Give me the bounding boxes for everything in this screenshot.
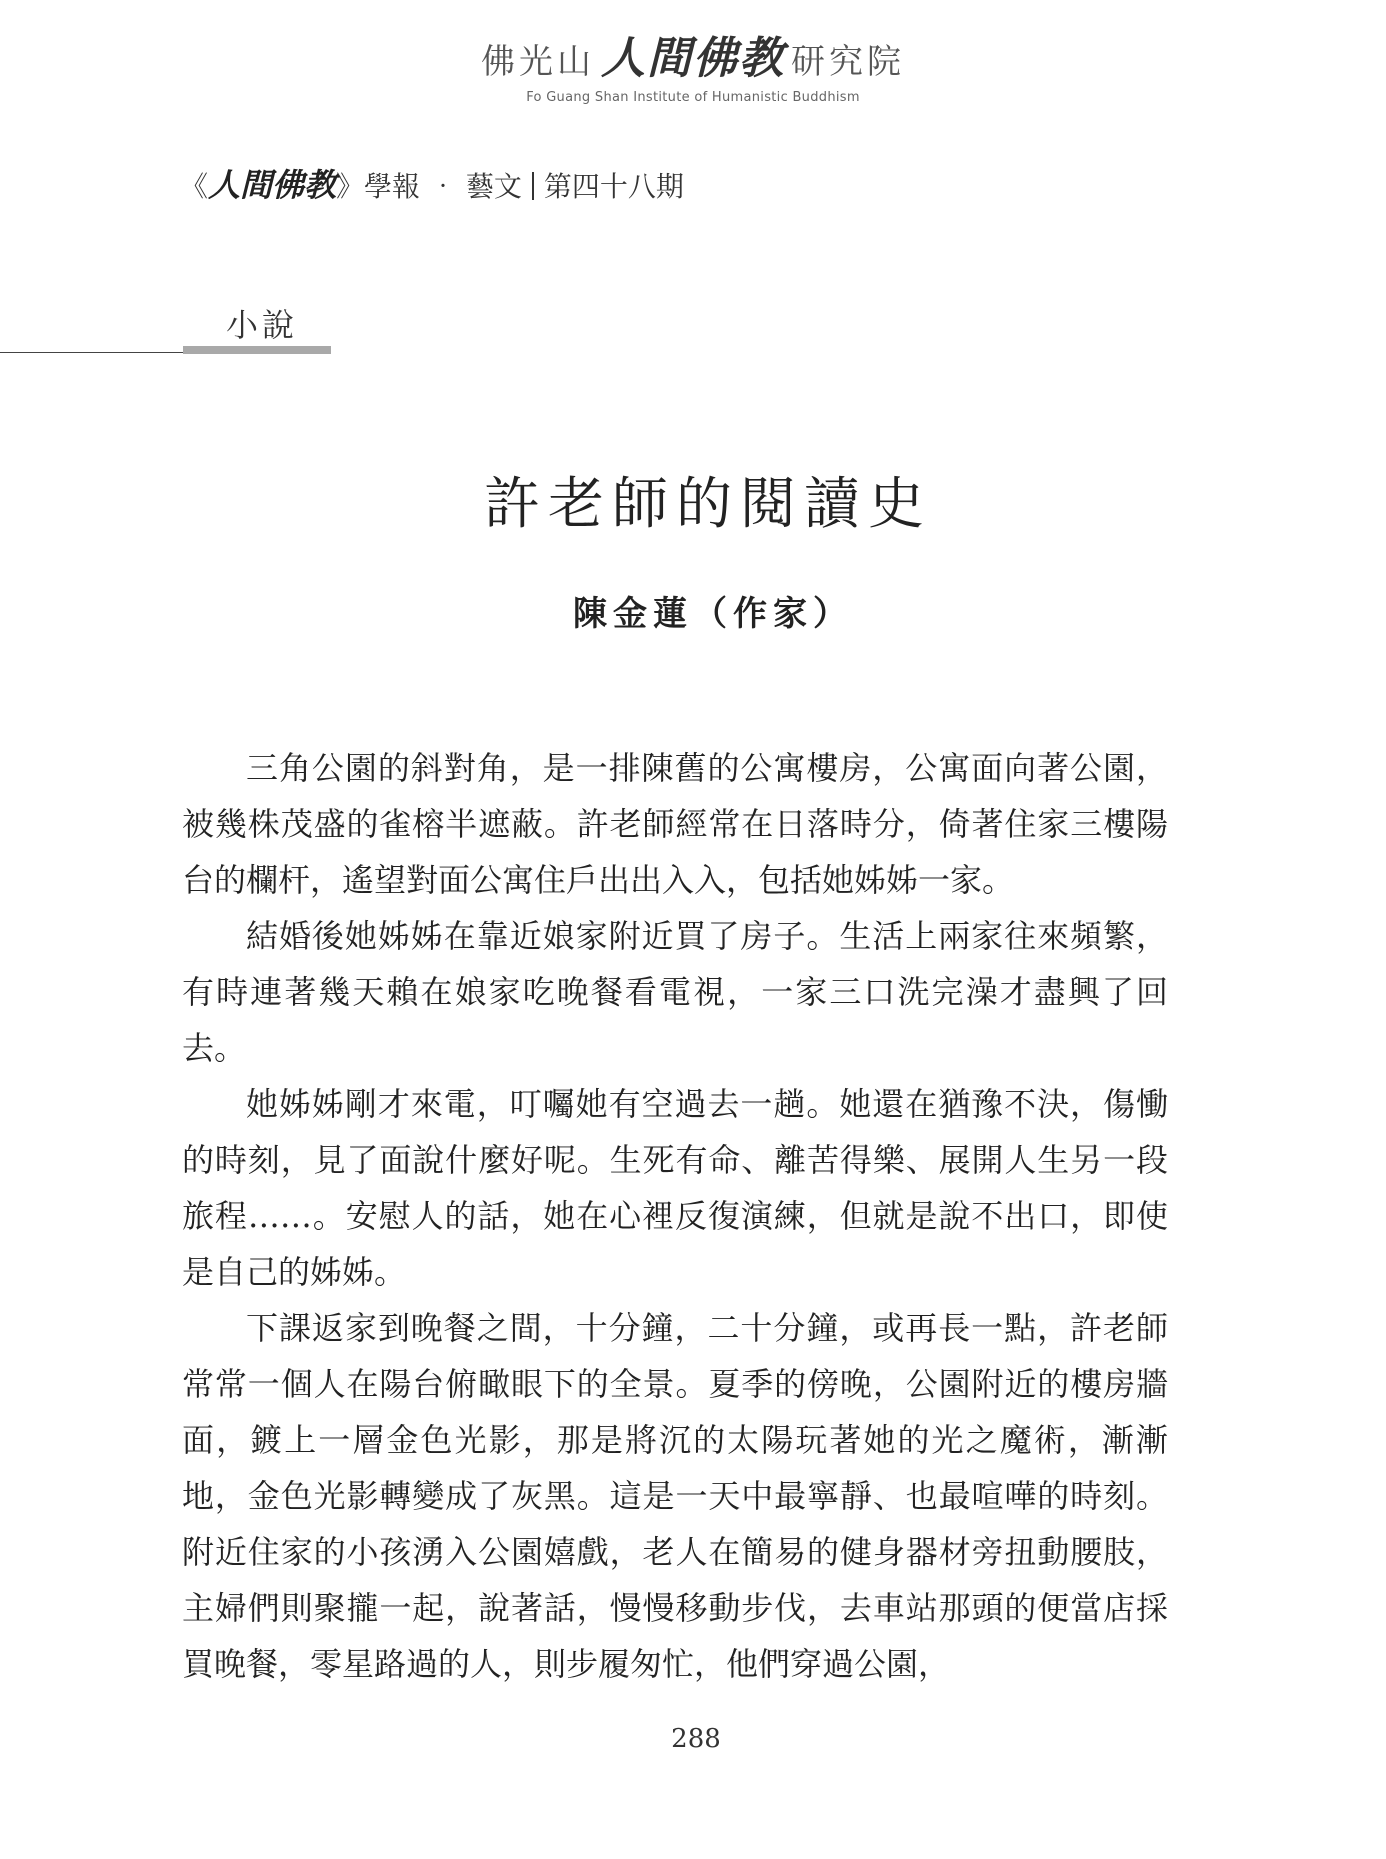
institute-name-logo: 人間佛教 [601, 33, 785, 84]
journal-subtitle: 學報 ‧ 藝文 [364, 170, 522, 203]
institute-name-english: Fo Guang Shan Institute of Humanistic Buddhism [526, 90, 860, 105]
paragraph: 三角公園的斜對角，是一排陳舊的公寓樓房，公寓面向著公園，被幾株茂盛的雀榕半遮蔽。許老師經常在日落時分，倚著住家三樓陽台的欄杆，遙望對面公寓住戶出出入入，包括她姊姊一家。 [182, 749, 1168, 899]
institute-name-left: 佛光山 [481, 42, 595, 82]
paragraph: 她姊姊剛才來電，叮囑她有空過去一趟。她還在猶豫不決，傷慟的時刻，見了面說什麼好呢。生死有命、離苦得樂、展開人生另一段旅程……。安慰人的話，她在心裡反復演練，但就是說不出口，即使是自己的姊姊。 [182, 1085, 1168, 1291]
article-title: 許老師的閱讀史 [484, 472, 932, 537]
institute-header [0, 22, 1386, 105]
institute-name-right: 研究院 [791, 42, 905, 82]
journal-open-bracket: 《 [180, 170, 209, 203]
section-rule-accent [183, 346, 331, 354]
page-number: 288 [671, 1724, 721, 1754]
article-author: 陳金蓮（作家） [573, 594, 853, 634]
journal-issue: 第四十八期 [543, 170, 684, 203]
journal-close-bracket: 》 [336, 170, 365, 203]
journal-line [180, 160, 684, 206]
paragraph: 結婚後她姊姊在靠近娘家附近買了房子。生活上兩家往來頻繁，有時連著幾天賴在娘家吃晚餐看電視，一家三口洗完澡才盡興了回去。 [182, 917, 1168, 1067]
paragraph: 下課返家到晚餐之間，十分鐘，二十分鐘，或再長一點，許老師常常一個人在陽台俯瞰眼下的全景。夏季的傍晚，公園附近的樓房牆面，鍍上一層金色光影，那是將沉的太陽玩著她的光之魔術，漸漸地，金色光影轉變成了灰黑。這是一天中最寧靜、也最喧嘩的時刻。附近住家的小孩湧入公園嬉戲，老人在簡易的健身器材旁扭動腰肢，主婦們則聚攏一起，說著話，慢慢移動步伐，去車站那頭的便當店採買晚餐，零星路過的人，則步履匆忙，他們穿過公園， [182, 1309, 1168, 1683]
journal-separator [532, 172, 534, 200]
article-body [182, 740, 1168, 1692]
section-label: 小說 [226, 306, 299, 344]
institute-name [0, 22, 1386, 86]
journal-name: 人間佛教 [208, 166, 337, 204]
